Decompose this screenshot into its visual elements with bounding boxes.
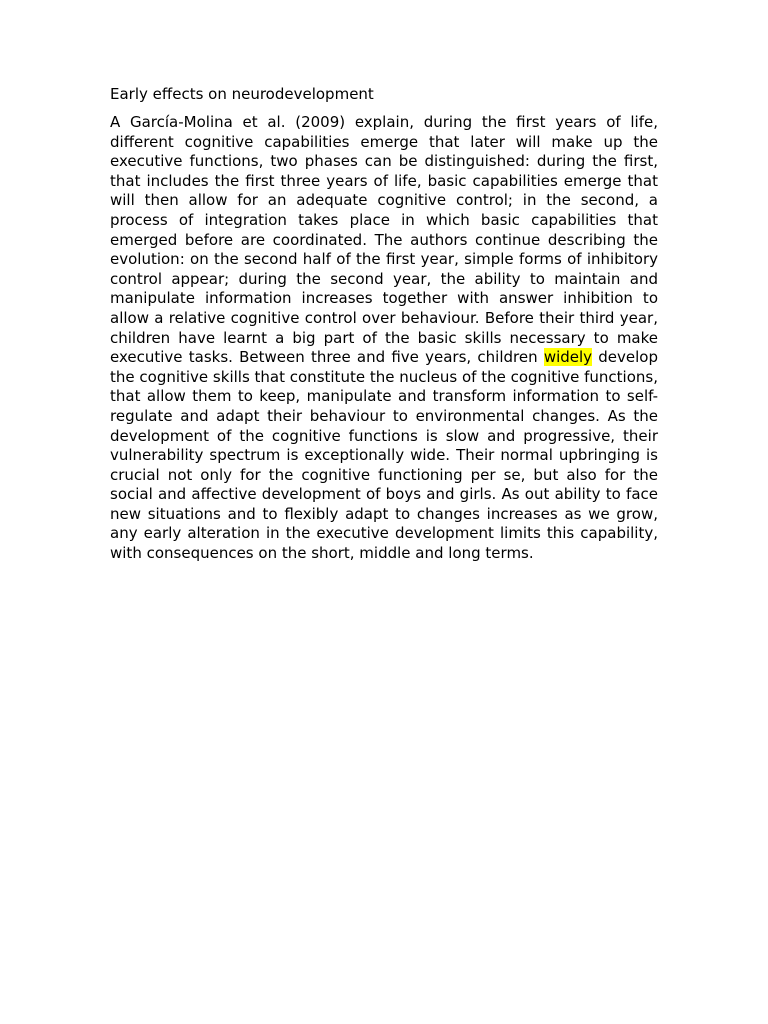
body-paragraph [110, 113, 658, 564]
paragraph-text-before: A García-Molina et al. (2009) explain, during the first years of life, different cognitive capabilities emerge that later will make up the executive functions, two phases can be distinguished: during the first, that includes the first three years of life, basic capabilities emerge that will then allow for an adequate cognitive control; in the second, a process of integration takes place in which basic capabilities that emerged before are coordinated. The authors continue describing the evolution: on the second half of the first year, simple forms of inhibitory control appear; during the second year, the ability to maintain and manipulate information increases together with answer inhibition to allow a relative cognitive control over behaviour. Before their third year, children have learnt a big part of the basic skills necessary to make executive tasks. Between three and five years, children [110, 113, 658, 367]
document-title: Early effects on neurodevelopment [110, 85, 374, 103]
paragraph-text-after: develop the cognitive skills that constitute the nucleus of the cognitive functions, that allow them to keep, manipulate and transform information to self-regulate and adapt their behaviour to environmental changes. As the development of the cognitive functions is slow and progressive, their vulnerability spectrum is exceptionally wide. Their normal upbringing is crucial not only for the cognitive functioning per se, but also for the social and affective development of boys and girls. As out ability to face new situations and to flexibly adapt to changes increases as we grow, any early alteration in the executive development limits this capability, with consequences on the short, middle and long terms. [110, 348, 658, 563]
document-page [110, 84, 658, 564]
highlighted-word: widely [543, 348, 593, 367]
